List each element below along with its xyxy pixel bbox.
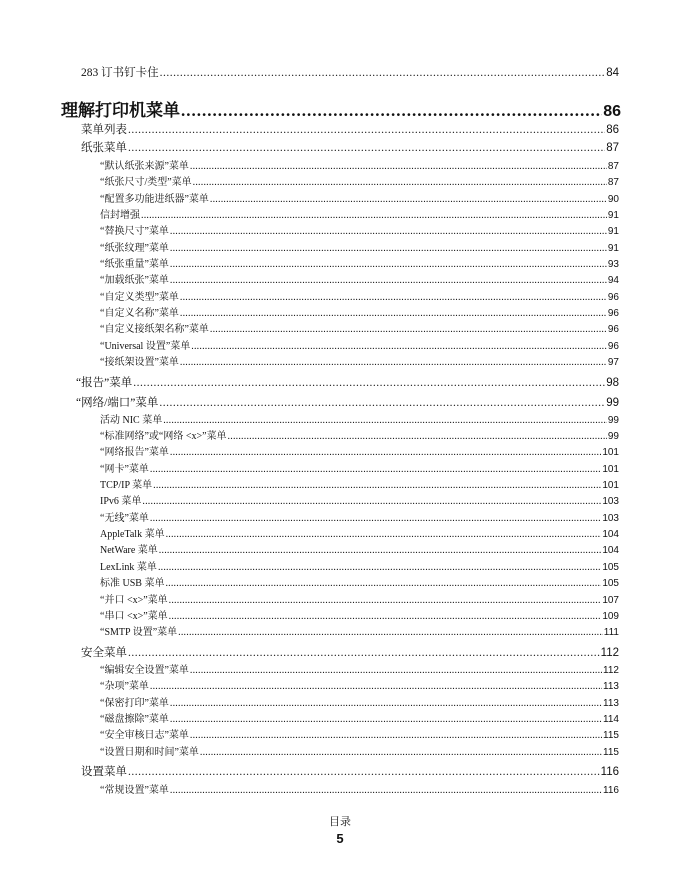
toc-entry[interactable] bbox=[76, 394, 619, 410]
toc-page-number: 96 bbox=[607, 341, 619, 352]
toc-dot-leader bbox=[210, 194, 607, 205]
toc-entry-title: “自定义类型”菜单 bbox=[100, 292, 179, 303]
toc-entry[interactable] bbox=[100, 206, 619, 221]
toc-dot-leader bbox=[170, 243, 607, 254]
toc-page-number: 104 bbox=[602, 545, 619, 556]
toc-entry-title: LexLink 菜单 bbox=[100, 562, 157, 573]
toc-page-number: 101 bbox=[602, 480, 619, 491]
toc-entry-title: 纸张菜单 bbox=[81, 142, 127, 154]
toc-entry[interactable] bbox=[81, 763, 619, 779]
toc-dot-leader bbox=[181, 101, 602, 121]
toc-page-number: 99 bbox=[606, 397, 619, 409]
toc-page-number: 105 bbox=[602, 562, 619, 573]
toc-entry-title: “无线”菜单 bbox=[100, 513, 149, 524]
toc-entry[interactable] bbox=[100, 710, 619, 725]
toc-page-number: 94 bbox=[607, 275, 619, 286]
toc-dot-leader bbox=[170, 275, 607, 286]
toc-dot-leader bbox=[153, 480, 601, 491]
toc-entry[interactable] bbox=[100, 157, 619, 172]
toc-dot-leader bbox=[180, 357, 607, 368]
toc-dot-leader bbox=[166, 529, 602, 540]
toc-page-number: 115 bbox=[603, 747, 619, 758]
toc-dot-leader bbox=[228, 431, 607, 442]
toc-dot-leader bbox=[170, 785, 602, 796]
toc-page-number: 90 bbox=[607, 194, 619, 205]
toc-dot-leader bbox=[159, 397, 605, 409]
toc-page-number: 91 bbox=[607, 210, 619, 221]
toc-entry[interactable] bbox=[100, 525, 619, 540]
toc-entry-title: AppleTalk 菜单 bbox=[100, 529, 165, 540]
toc-entry-title: “SMTP 设置”菜单 bbox=[100, 627, 178, 638]
toc-entry-title: “纸张重量”菜单 bbox=[100, 259, 169, 270]
toc-entry-title: 设置菜单 bbox=[81, 766, 127, 778]
toc-entry-title: “配置多功能进纸器”菜单 bbox=[100, 194, 209, 205]
toc-entry[interactable] bbox=[100, 694, 619, 709]
toc-dot-leader bbox=[170, 714, 602, 725]
footer-section-label: 目录 bbox=[329, 816, 351, 828]
toc-dot-leader bbox=[128, 766, 600, 778]
toc-entry[interactable] bbox=[100, 661, 619, 676]
toc-dot-leader bbox=[150, 681, 602, 692]
toc-entry[interactable] bbox=[100, 222, 619, 237]
toc-entry[interactable] bbox=[100, 288, 619, 303]
toc-entry[interactable] bbox=[100, 271, 619, 286]
toc-page-number: 93 bbox=[607, 259, 619, 270]
toc-entry[interactable] bbox=[100, 781, 619, 796]
toc-page-number: 104 bbox=[602, 529, 619, 540]
toc-entry-title: “编辑安全设置”菜单 bbox=[100, 665, 189, 676]
toc-entry-title: IPv6 菜单 bbox=[100, 496, 142, 507]
toc-dot-leader bbox=[180, 292, 607, 303]
toc-page-number: 87 bbox=[606, 142, 619, 154]
toc-page-number: 109 bbox=[602, 611, 619, 622]
toc-entry-title: “串口 <x>”菜单 bbox=[100, 611, 168, 622]
toc-entry[interactable] bbox=[100, 623, 619, 638]
toc-page-number: 99 bbox=[607, 431, 619, 442]
toc-dot-leader bbox=[160, 67, 606, 79]
toc-entry[interactable] bbox=[100, 427, 619, 442]
toc-entry[interactable] bbox=[81, 121, 619, 137]
toc-dot-leader bbox=[190, 161, 607, 172]
toc-entry-title: 标准 USB 菜单 bbox=[100, 578, 165, 589]
toc-dot-leader bbox=[133, 377, 605, 389]
toc-page-number: 114 bbox=[603, 714, 619, 725]
toc-entry[interactable] bbox=[100, 677, 619, 692]
toc-page-number: 101 bbox=[602, 447, 619, 458]
toc-entry-title: “纸张尺寸/类型”菜单 bbox=[100, 177, 192, 188]
toc-dot-leader bbox=[178, 627, 603, 638]
toc-entry-title: 活动 NIC 菜单 bbox=[100, 415, 163, 426]
toc-page-number: 91 bbox=[607, 226, 619, 237]
toc-page-number: 91 bbox=[607, 243, 619, 254]
toc-dot-leader bbox=[191, 341, 607, 352]
toc-chapter-entry[interactable] bbox=[61, 96, 621, 121]
toc-entry-title: “标准网络”或“网络 <x>”菜单 bbox=[100, 431, 227, 442]
toc-entry-title: “常规设置”菜单 bbox=[100, 785, 169, 796]
toc-page-number: 113 bbox=[603, 681, 619, 692]
toc-entry[interactable] bbox=[81, 139, 619, 155]
toc-page-number: 112 bbox=[603, 665, 619, 676]
toc-entry-title: “默认纸张来源”菜单 bbox=[100, 161, 189, 172]
toc-dot-leader bbox=[170, 698, 602, 709]
toc-dot-leader bbox=[142, 496, 601, 507]
toc-entry-title: 安全菜单 bbox=[81, 647, 127, 659]
toc-dot-leader bbox=[141, 210, 607, 221]
toc-entry-title: “并口 <x>”菜单 bbox=[100, 595, 168, 606]
toc-entry-title: “加载纸张”菜单 bbox=[100, 275, 169, 286]
toc-entry-title: “磁盘擦除”菜单 bbox=[100, 714, 169, 725]
toc-entry[interactable] bbox=[100, 304, 619, 319]
toc-entry-title: “网络/端口”菜单 bbox=[76, 397, 159, 409]
toc-page-number: 101 bbox=[602, 464, 619, 475]
toc-entry-title: “自定义名称”菜单 bbox=[100, 308, 179, 319]
toc-entry[interactable] bbox=[100, 460, 619, 475]
toc-dot-leader bbox=[163, 415, 607, 426]
toc-dot-leader bbox=[169, 595, 602, 606]
toc-dot-leader bbox=[165, 578, 601, 589]
toc-page-number: 87 bbox=[607, 177, 619, 188]
toc-entry[interactable] bbox=[100, 591, 619, 606]
footer-page-number: 5 bbox=[336, 831, 344, 846]
toc-entry-title: TCP/IP 菜单 bbox=[100, 480, 153, 491]
toc-entry[interactable] bbox=[81, 644, 619, 660]
toc-entry-title: 理解打印机菜单 bbox=[61, 101, 180, 120]
toc-page-number: 96 bbox=[607, 292, 619, 303]
toc-entry[interactable] bbox=[100, 239, 619, 254]
toc-page-number: 103 bbox=[602, 496, 619, 507]
toc-page-number: 96 bbox=[607, 324, 619, 335]
toc-page-number: 113 bbox=[603, 698, 619, 709]
toc-page-number: 98 bbox=[606, 377, 619, 389]
toc-dot-leader bbox=[169, 611, 602, 622]
toc-dot-leader bbox=[170, 259, 607, 270]
toc-dot-leader bbox=[128, 124, 605, 136]
toc-dot-leader bbox=[190, 730, 602, 741]
toc-dot-leader bbox=[158, 562, 601, 573]
toc-dot-leader bbox=[210, 324, 607, 335]
toc-entry-title: “杂项”菜单 bbox=[100, 681, 149, 692]
toc-dot-leader bbox=[150, 464, 601, 475]
toc-entry-title: “Universal 设置”菜单 bbox=[100, 341, 191, 352]
toc-page-number: 112 bbox=[600, 647, 619, 659]
toc-page-number: 107 bbox=[602, 595, 619, 606]
toc-page-number: 115 bbox=[603, 730, 619, 741]
toc-dot-leader bbox=[193, 177, 607, 188]
toc-entry[interactable] bbox=[81, 64, 619, 80]
toc-entry[interactable] bbox=[100, 411, 619, 426]
toc-page-number: 86 bbox=[606, 124, 619, 136]
toc-page-number: 105 bbox=[602, 578, 619, 589]
toc-entry-title: “设置日期和时间”菜单 bbox=[100, 747, 199, 758]
toc-entry-title: 283 订书钉卡住 bbox=[81, 67, 159, 79]
toc-entry-title: “网络报告”菜单 bbox=[100, 447, 169, 458]
toc-entry[interactable] bbox=[100, 509, 619, 524]
toc-page-number: 116 bbox=[603, 785, 619, 796]
toc-page-number: 84 bbox=[606, 67, 619, 79]
toc-dot-leader bbox=[128, 647, 600, 659]
toc-page-number: 87 bbox=[607, 161, 619, 172]
toc-entry-title: “自定义接纸架名称”菜单 bbox=[100, 324, 209, 335]
toc-entry[interactable] bbox=[100, 541, 619, 556]
toc-entry-title: “网卡”菜单 bbox=[100, 464, 149, 475]
toc-page-number: 86 bbox=[603, 103, 621, 120]
toc-entry-title: “保密打印”菜单 bbox=[100, 698, 169, 709]
toc-entry[interactable] bbox=[100, 255, 619, 270]
toc-entry-title: “报告”菜单 bbox=[76, 377, 133, 389]
toc-dot-leader bbox=[180, 308, 607, 319]
toc-entry[interactable] bbox=[100, 337, 619, 352]
toc-dot-leader bbox=[190, 665, 602, 676]
toc-entry-title: NetWare 菜单 bbox=[100, 545, 158, 556]
toc-entry[interactable] bbox=[100, 353, 619, 368]
toc-entry-title: “替换尺寸”菜单 bbox=[100, 226, 169, 237]
toc-entry-title: “接纸架设置”菜单 bbox=[100, 357, 179, 368]
toc-entry[interactable] bbox=[100, 492, 619, 507]
toc-page-number: 96 bbox=[607, 308, 619, 319]
toc-entry[interactable] bbox=[100, 558, 619, 573]
toc-entry-title: 菜单列表 bbox=[81, 124, 127, 136]
toc-entry[interactable] bbox=[100, 574, 619, 589]
toc-entry-title: “纸张纹理”菜单 bbox=[100, 243, 169, 254]
toc-entry[interactable] bbox=[100, 320, 619, 335]
toc-entry[interactable] bbox=[100, 607, 619, 622]
toc-entry[interactable] bbox=[100, 190, 619, 205]
toc-page-number: 97 bbox=[607, 357, 619, 368]
toc-entry-title: 信封增强 bbox=[100, 210, 140, 221]
toc-dot-leader bbox=[128, 142, 605, 154]
toc-entry-title: “安全审核日志”菜单 bbox=[100, 730, 189, 741]
toc-page-number: 99 bbox=[607, 415, 619, 426]
toc-entry[interactable] bbox=[100, 443, 619, 458]
toc-entry[interactable] bbox=[100, 173, 619, 188]
toc-entry[interactable] bbox=[100, 743, 619, 758]
toc-entry[interactable] bbox=[100, 726, 619, 741]
toc-page-number: 111 bbox=[603, 627, 619, 638]
toc-dot-leader bbox=[150, 513, 601, 524]
toc-page-number: 103 bbox=[602, 513, 619, 524]
toc-page-number: 116 bbox=[600, 766, 619, 778]
toc-dot-leader bbox=[170, 447, 601, 458]
toc-entry[interactable] bbox=[100, 476, 619, 491]
toc-dot-leader bbox=[159, 545, 602, 556]
toc-dot-leader bbox=[170, 226, 607, 237]
toc-dot-leader bbox=[200, 747, 602, 758]
toc-entry[interactable] bbox=[76, 374, 619, 390]
